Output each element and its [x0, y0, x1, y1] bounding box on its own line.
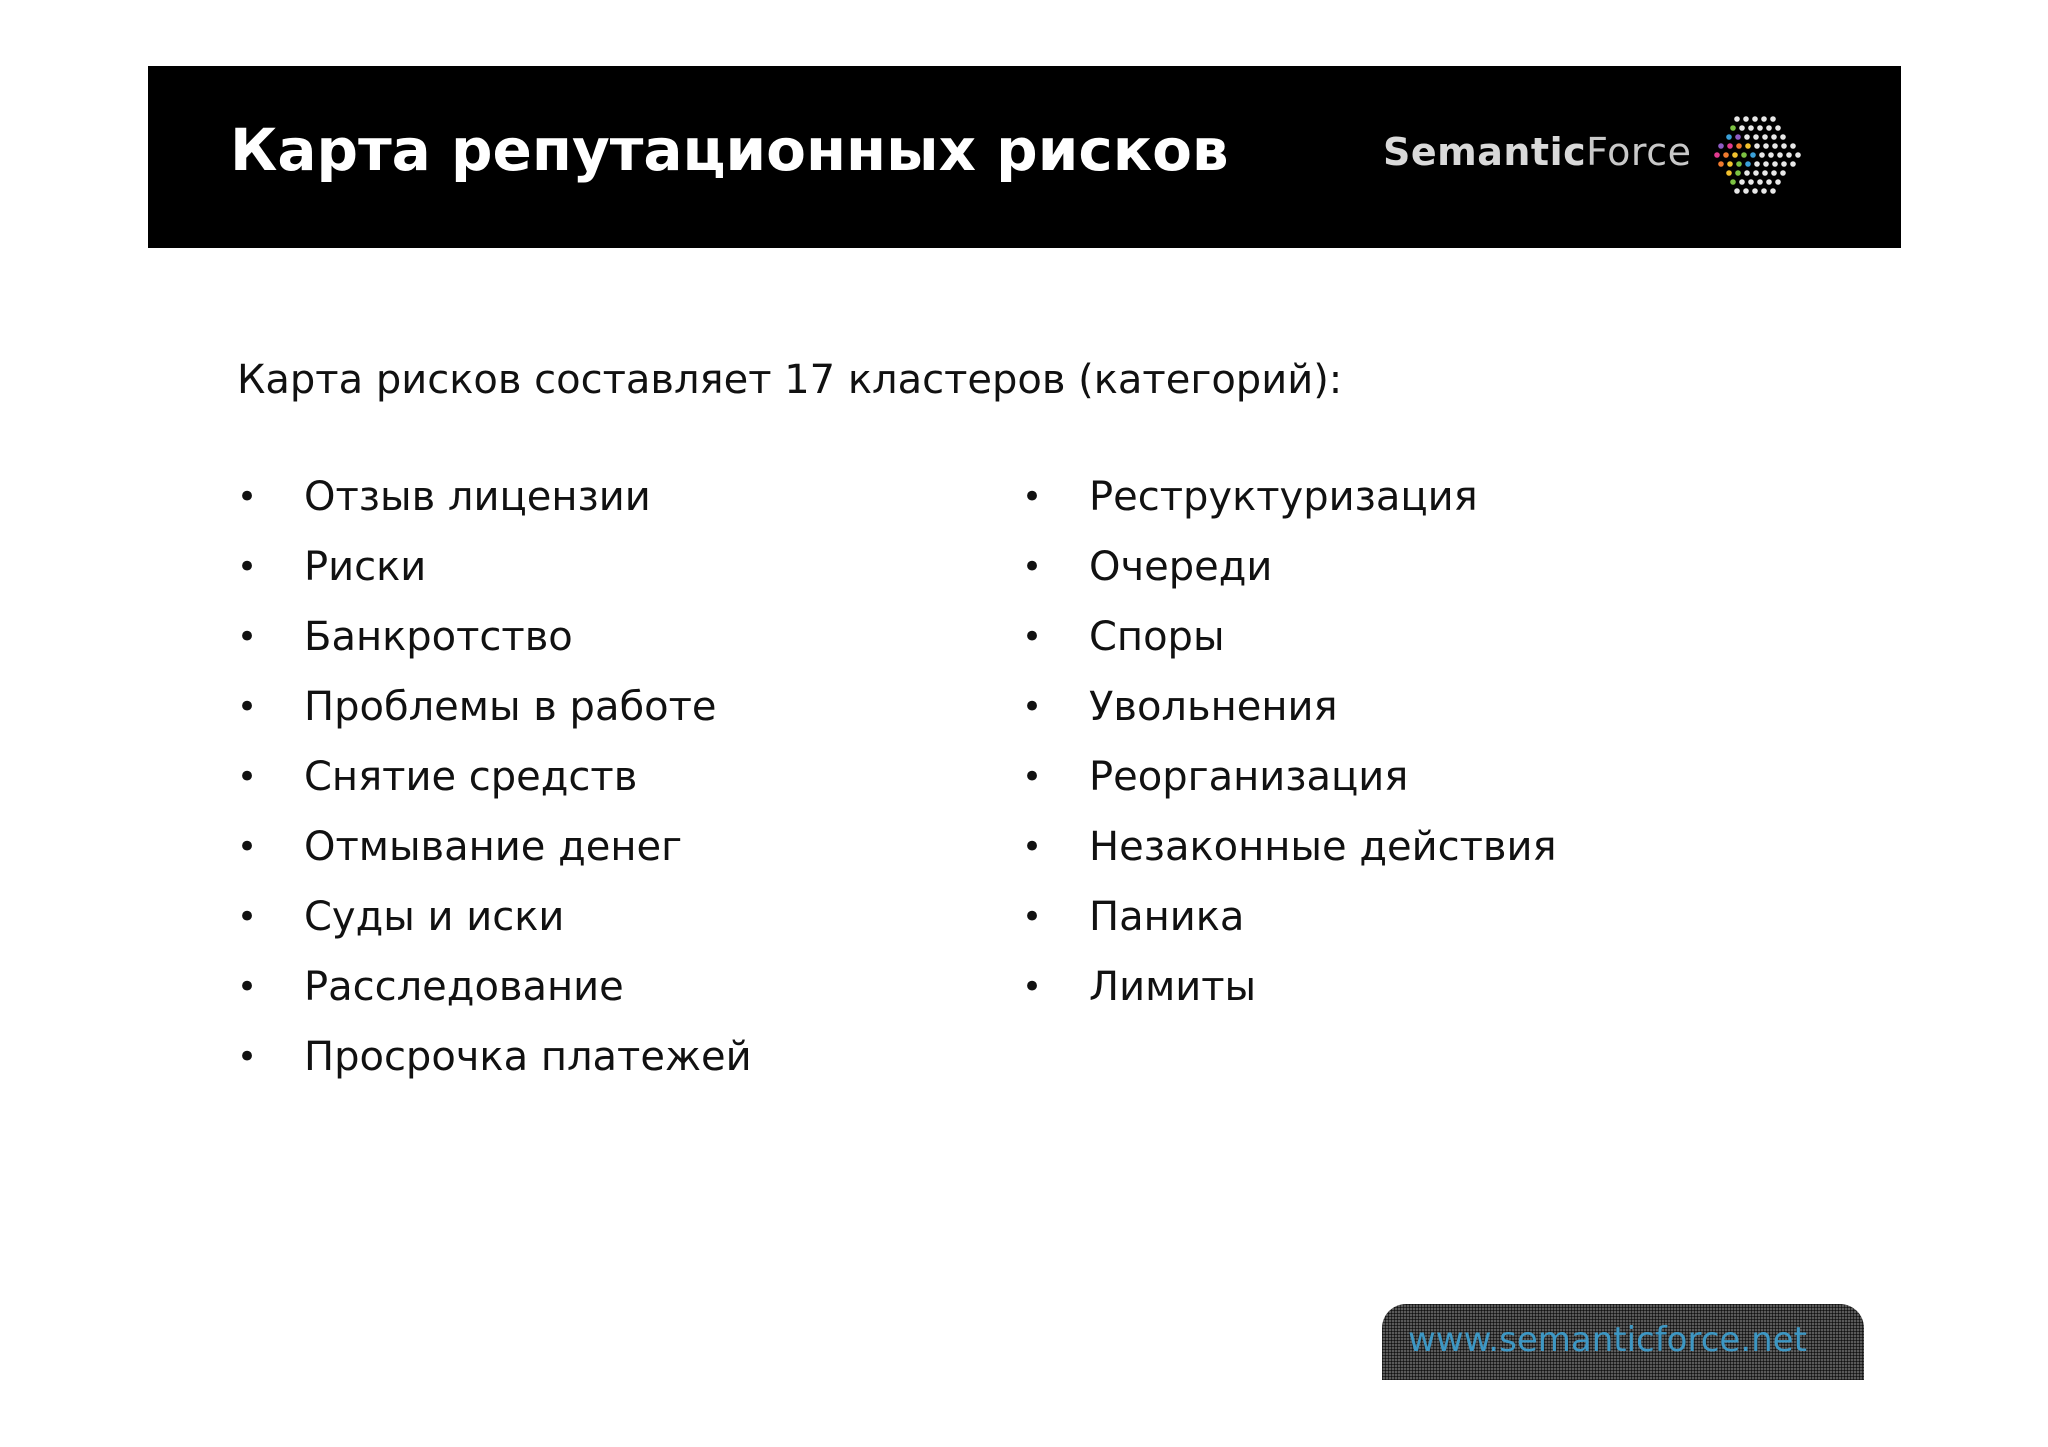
logo-dot: [1739, 179, 1745, 185]
logo-dot: [1718, 143, 1724, 149]
bullet-icon: •: [1022, 687, 1043, 727]
logo-dot: [1744, 170, 1750, 176]
logo-dot: [1786, 152, 1792, 158]
logo-dot: [1714, 152, 1720, 158]
logo-dot: [1723, 152, 1729, 158]
logo-dot: [1781, 161, 1787, 167]
logo-dot: [1734, 188, 1740, 194]
logo-dot: [1735, 134, 1741, 140]
logo-dot: [1761, 188, 1767, 194]
slide-title: Карта репутационных рисков: [230, 116, 1229, 184]
logo-dot: [1736, 161, 1742, 167]
logo-dot: [1741, 152, 1747, 158]
logo-dot: [1780, 134, 1786, 140]
bullet-icon: •: [237, 617, 258, 657]
logo-dot: [1781, 143, 1787, 149]
logo-dot: [1748, 125, 1754, 131]
logo-wordmark: [1383, 130, 1691, 176]
logo-wordmark-semantic: Semantic: [1383, 130, 1587, 174]
logo-dot: [1771, 134, 1777, 140]
logo-dot: [1768, 152, 1774, 158]
list-item-label: Снятие средств: [304, 754, 638, 800]
logo-dot: [1766, 125, 1772, 131]
list-item-label: Увольнения: [1089, 684, 1338, 730]
list-item-label: Расследование: [304, 964, 624, 1010]
logo-dot: [1745, 161, 1751, 167]
bullet-icon: •: [1022, 897, 1043, 937]
logo-dot: [1763, 161, 1769, 167]
logo-dot: [1772, 161, 1778, 167]
logo-dot: [1795, 152, 1801, 158]
list-item-label: Просрочка платежей: [304, 1034, 752, 1080]
footer-badge: [1382, 1304, 1864, 1380]
bullet-icon: •: [237, 477, 258, 517]
logo-dot: [1754, 161, 1760, 167]
logo-dot: [1743, 116, 1749, 122]
logo-dot: [1752, 188, 1758, 194]
website-link[interactable]: www.semanticforce.net: [1408, 1320, 1807, 1360]
semanticforce-logo: [1383, 114, 1843, 196]
logo-dot: [1734, 116, 1740, 122]
logo-dot: [1775, 125, 1781, 131]
logo-dot: [1770, 188, 1776, 194]
logo-dot: [1753, 134, 1759, 140]
logo-dot: [1752, 116, 1758, 122]
dot-matrix-arrow-icon: [1711, 114, 1821, 196]
bullet-icon: •: [1022, 967, 1043, 1007]
logo-dot: [1730, 179, 1736, 185]
logo-dot: [1761, 116, 1767, 122]
list-item-label: Споры: [1089, 614, 1225, 660]
logo-dot: [1759, 152, 1765, 158]
logo-dot: [1780, 170, 1786, 176]
logo-dot: [1777, 152, 1783, 158]
list-item-label: Риски: [304, 544, 427, 590]
header-bar: [148, 66, 1901, 248]
list-item-label: Банкротство: [304, 614, 573, 660]
logo-dot: [1770, 116, 1776, 122]
bullet-icon: •: [1022, 547, 1043, 587]
logo-dot: [1739, 125, 1745, 131]
logo-dot: [1766, 179, 1772, 185]
list-item-label: Проблемы в работе: [304, 684, 717, 730]
list-item-label: Реорганизация: [1089, 754, 1409, 800]
logo-dot: [1757, 179, 1763, 185]
logo-dot: [1757, 125, 1763, 131]
list-item-label: Отзыв лицензии: [304, 474, 651, 520]
intro-text: Карта рисков составляет 17 кластеров (категорий):: [237, 357, 1343, 403]
logo-dot: [1762, 170, 1768, 176]
bullet-icon: •: [237, 547, 258, 587]
logo-dot: [1790, 161, 1796, 167]
logo-dot: [1727, 143, 1733, 149]
logo-dot: [1730, 125, 1736, 131]
logo-dot: [1726, 134, 1732, 140]
logo-dot: [1771, 170, 1777, 176]
list-item-label: Незаконные действия: [1089, 824, 1557, 870]
logo-dot: [1762, 134, 1768, 140]
bullet-icon: •: [237, 827, 258, 867]
logo-dot: [1736, 143, 1742, 149]
list-item-label: Отмывание денег: [304, 824, 683, 870]
list-item-label: Паника: [1089, 894, 1245, 940]
list-item-label: Реструктуризация: [1089, 474, 1478, 520]
bullet-icon: •: [1022, 757, 1043, 797]
bullet-icon: •: [237, 897, 258, 937]
logo-dot: [1763, 143, 1769, 149]
logo-dot: [1735, 170, 1741, 176]
list-item-label: Лимиты: [1089, 964, 1257, 1010]
logo-dot: [1745, 143, 1751, 149]
logo-dot: [1744, 134, 1750, 140]
bullet-icon: •: [1022, 827, 1043, 867]
logo-dot: [1726, 170, 1732, 176]
logo-dot: [1753, 170, 1759, 176]
logo-dot: [1732, 152, 1738, 158]
logo-dot: [1790, 143, 1796, 149]
list-item-label: Очереди: [1089, 544, 1273, 590]
bullet-icon: •: [237, 1037, 258, 1077]
logo-dot: [1750, 152, 1756, 158]
bullet-icon: •: [1022, 477, 1043, 517]
logo-dot: [1718, 161, 1724, 167]
logo-dot: [1743, 188, 1749, 194]
list-item-label: Суды и иски: [304, 894, 565, 940]
bullet-icon: •: [237, 757, 258, 797]
bullet-icon: •: [1022, 617, 1043, 657]
logo-dot: [1727, 161, 1733, 167]
logo-dot: [1775, 179, 1781, 185]
bullet-icon: •: [237, 967, 258, 1007]
bullet-icon: •: [237, 687, 258, 727]
logo-dot: [1754, 143, 1760, 149]
logo-dot: [1772, 143, 1778, 149]
logo-dot: [1748, 179, 1754, 185]
logo-wordmark-force: Force: [1586, 130, 1692, 174]
